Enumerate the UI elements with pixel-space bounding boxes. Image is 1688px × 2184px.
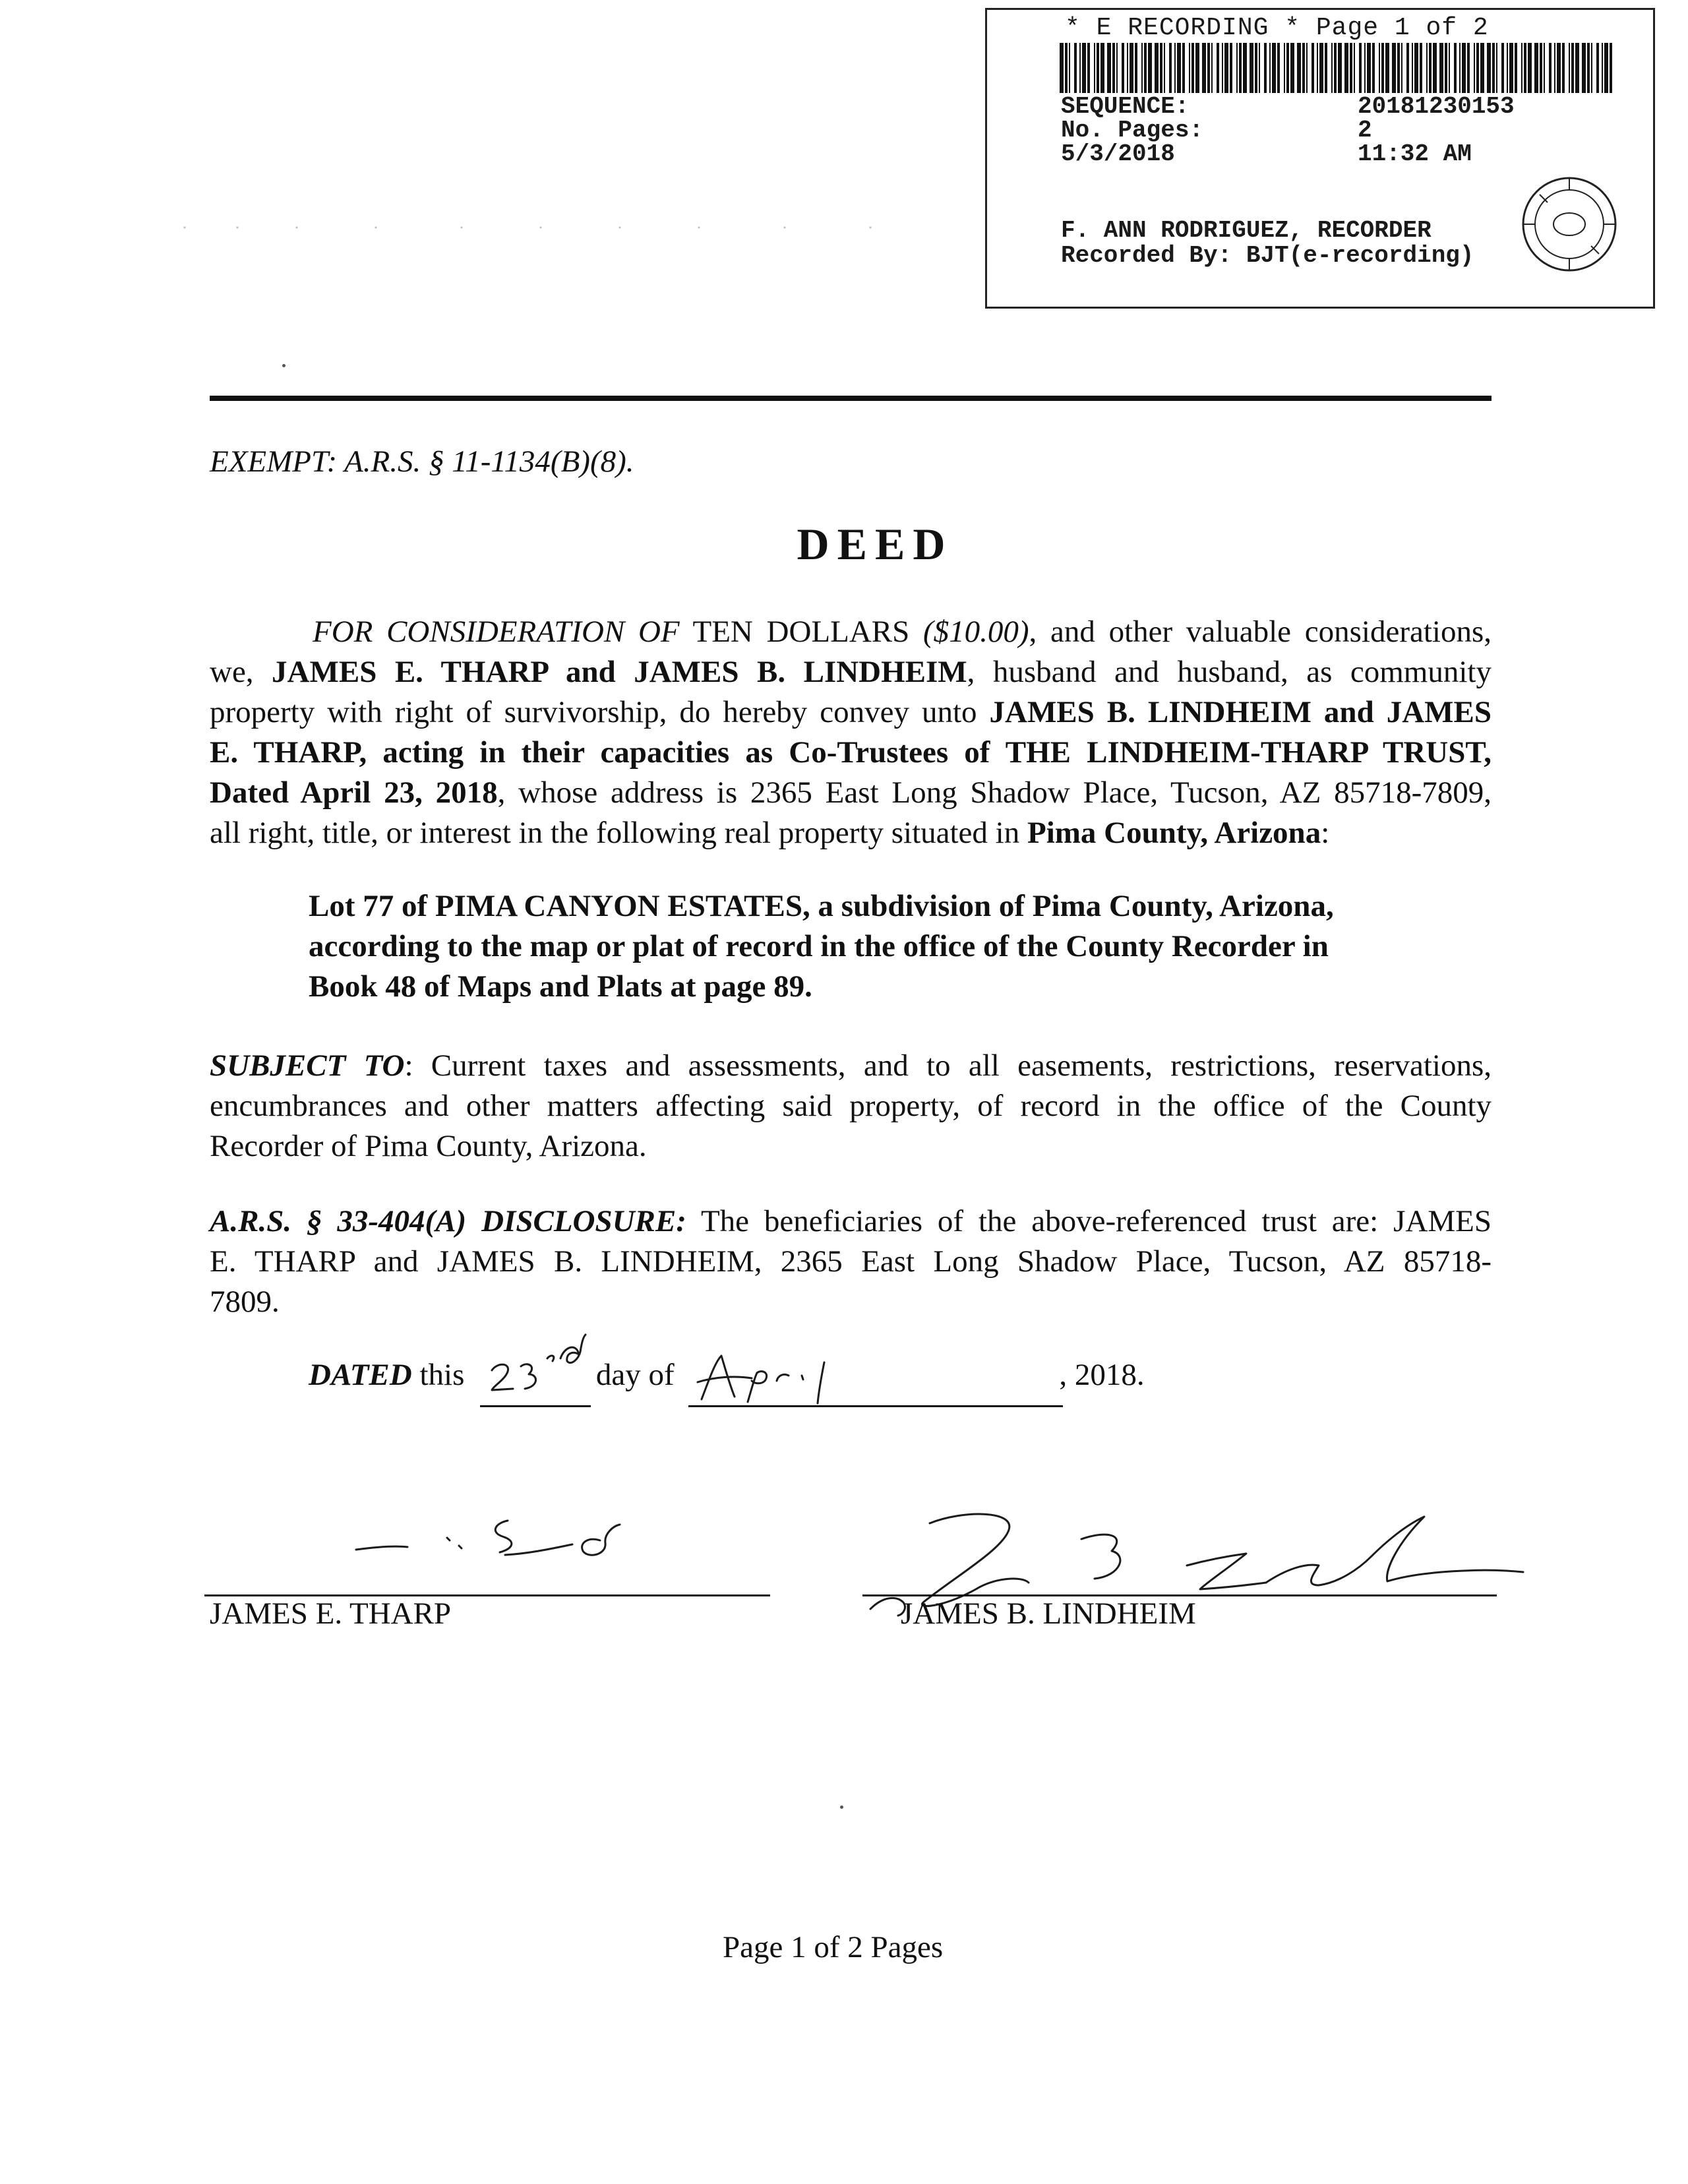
scan-speck	[282, 364, 286, 367]
grantor-names: JAMES E. THARP and JAMES B. LINDHEIM	[272, 655, 967, 689]
consideration-label: FOR CONSIDERATION OF	[313, 615, 680, 649]
grantor-prefix: we,	[210, 655, 272, 689]
dated-year: , 2018.	[1059, 1358, 1145, 1392]
trustee-text: E. THARP, acting in their capacities as Co-Trustees of THE LINDHEIM-THARP TRUST,	[210, 735, 1492, 770]
recording-stamp	[985, 8, 1655, 309]
property-county: Pima County, Arizona	[1027, 816, 1321, 850]
recording-header: * E RECORDING * Page 1 of 2	[1065, 14, 1489, 42]
subject-to-paragraph	[210, 1046, 1492, 1167]
sequence-label: SEQUENCE:	[1061, 93, 1190, 120]
document-title: DEED	[797, 519, 953, 569]
subject-line-3: Recorder of Pima County, Arizona.	[210, 1129, 647, 1163]
colon: :	[1321, 816, 1330, 850]
grantee-names: JAMES B. LINDHEIM and JAMES	[989, 695, 1492, 729]
consideration-line-1	[210, 612, 1492, 652]
consideration-line-4	[210, 733, 1492, 773]
dated-this: this	[411, 1358, 473, 1392]
grantee-address: , whose address is 2365 East Long Shadow Place, Tucson, AZ 85718-7809,	[497, 775, 1492, 810]
day-blank	[480, 1405, 591, 1407]
disclosure-line-1	[210, 1201, 1492, 1242]
recording-time: 11:32 AM	[1358, 140, 1472, 167]
header-rule	[210, 396, 1492, 401]
dated-label: DATED	[309, 1358, 412, 1392]
subject-line-1-text: : Current taxes and assessments, and to all easements, restrictions, reservations,	[404, 1048, 1492, 1083]
convey-text: property with right of survivorship, do hereby convey unto	[210, 695, 990, 729]
county-seal-icon	[1520, 175, 1619, 274]
disclosure-line-3: 7809.	[210, 1285, 280, 1319]
subject-line-2: encumbrances and other matters affecting said property, of record in the office of the County	[210, 1089, 1492, 1123]
amount-figure: ($10.00)	[922, 615, 1029, 649]
sequence-row	[1061, 93, 1515, 120]
pages-label: No. Pages:	[1061, 117, 1204, 144]
tharp-signature	[330, 1514, 673, 1593]
page-footer: Page 1 of 2 Pages	[723, 1930, 944, 1964]
datetime-row	[1061, 140, 1472, 167]
legal-line-1: Lot 77 of PIMA CANYON ESTATES, a subdivision of Pima County, Arizona,	[309, 889, 1334, 923]
disclosure-line-1-text: The beneficiaries of the above-referenced trust are: JAMES	[686, 1204, 1492, 1238]
handwritten-day	[487, 1332, 605, 1398]
disclosure-paragraph	[210, 1201, 1492, 1322]
disclosure-label: A.R.S. § 33-404(A) DISCLOSURE:	[210, 1204, 686, 1238]
dated-day-of: day of	[588, 1358, 682, 1392]
legal-line-2: according to the map or plat of record in the office of the County Recorder in	[309, 929, 1329, 963]
recording-date: 5/3/2018	[1061, 140, 1175, 167]
grantor-status: , husband and husband, as community	[967, 655, 1492, 689]
handwritten-month	[688, 1343, 886, 1409]
pages-value: 2	[1358, 117, 1372, 144]
amount-words: TEN DOLLARS	[679, 615, 923, 649]
sequence-value: 20181230153	[1358, 93, 1515, 120]
consideration-tail: , and other valuable considerations,	[1029, 615, 1492, 649]
trust-date: Dated April 23, 2018	[210, 775, 498, 810]
consideration-line-2	[210, 652, 1492, 692]
consideration-paragraph	[210, 612, 1492, 853]
consideration-line-5	[210, 773, 1492, 813]
scan-speck	[840, 1805, 843, 1809]
disclosure-line-2: E. THARP and JAMES B. LINDHEIM, 2365 East Long Shadow Place, Tucson, AZ 85718-	[210, 1244, 1492, 1279]
consideration-line-6	[210, 813, 1492, 853]
signer-right-name: JAMES B. LINDHEIM	[901, 1596, 1196, 1631]
recorded-by: Recorded By: BJT(e-recording)	[1061, 242, 1474, 269]
scan-artifact-dots	[158, 226, 950, 229]
consideration-line-3	[210, 692, 1492, 733]
subject-line-1	[210, 1046, 1492, 1086]
subject-to-label: SUBJECT TO	[210, 1048, 405, 1083]
legal-line-3: Book 48 of Maps and Plats at page 89.	[309, 969, 812, 1004]
signer-left-name: JAMES E. THARP	[210, 1596, 452, 1631]
pages-row	[1061, 117, 1372, 144]
legal-description	[309, 886, 1334, 1007]
exempt-line: EXEMPT: A.R.S. § 11-1134(B)(8).	[210, 444, 634, 479]
recorder-name: F. ANN RODRIGUEZ, RECORDER	[1061, 217, 1432, 244]
property-text: all right, title, or interest in the following real property situated in	[210, 816, 1027, 850]
barcode	[1060, 43, 1612, 93]
